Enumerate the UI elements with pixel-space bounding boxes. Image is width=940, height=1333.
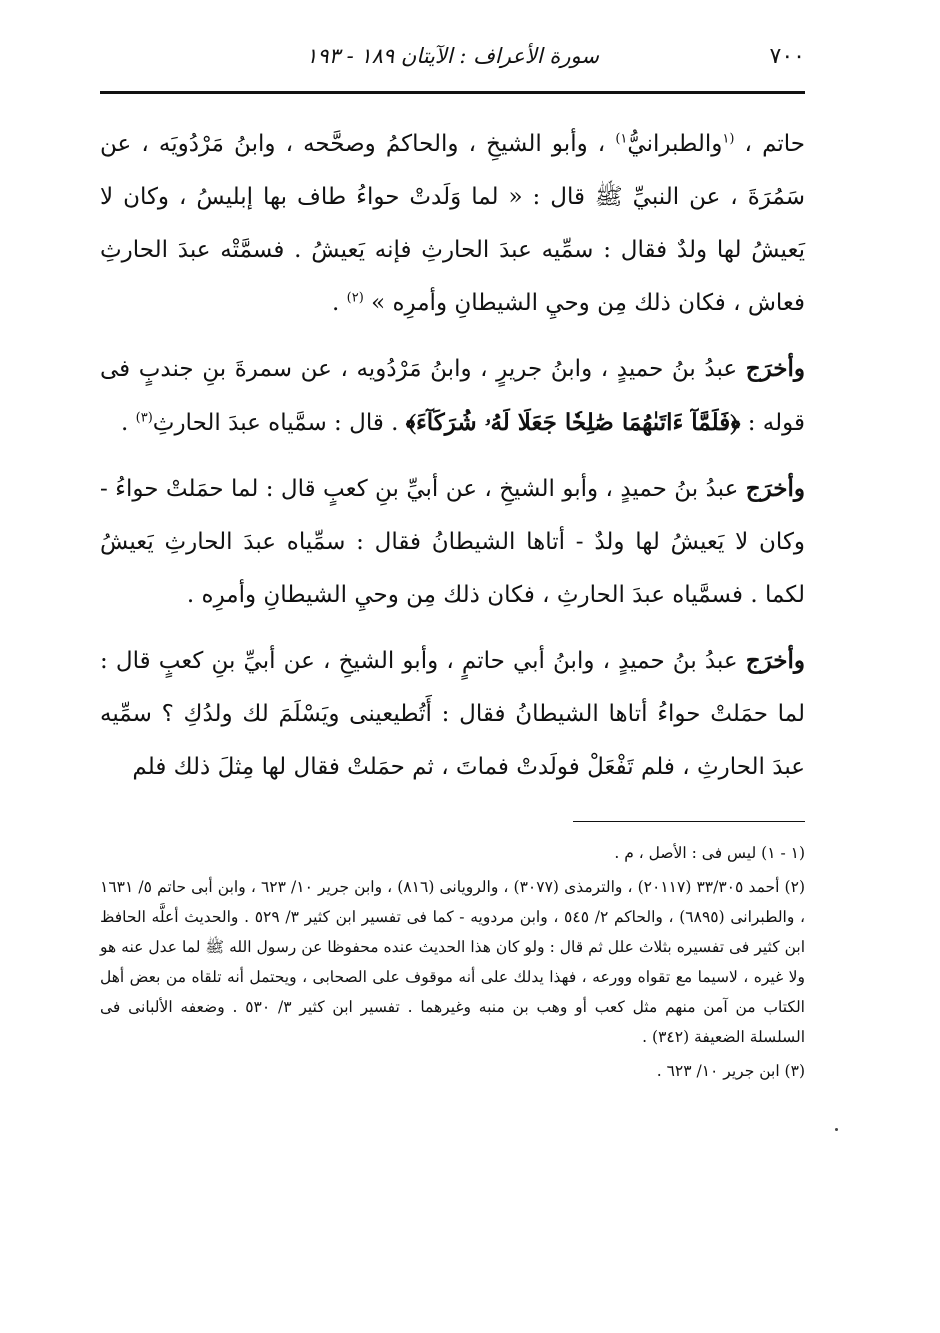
footnote-1: (١ - ١) ليس فى : الأصل ، م . [614, 844, 805, 862]
paragraph-3 [100, 462, 805, 622]
print-speck [835, 1128, 838, 1131]
lead-word: وأخرَج [745, 647, 805, 674]
footnote-3: (٣) ابن جرير ١٠/ ٦٢٣ . [656, 1062, 805, 1080]
lead-word: وأخرَج [745, 355, 805, 382]
text-span: والطبرانيُّ [627, 131, 723, 157]
text-span: . قال : سمَّياه عبدَ الحارثِ [152, 410, 406, 436]
header-rule [100, 91, 805, 94]
footnote-ref: (٢) [346, 290, 364, 306]
footnote-rule [573, 821, 805, 822]
text-span: . [121, 410, 136, 436]
quran-verse: ﴿فَلَمَّآ ءَاتَىٰهُمَا صَٰلِحٗا جَعَلَا لَهُۥ شُرَكَآءَ﴾ [405, 409, 741, 436]
footnote-ref: (١ [722, 131, 735, 147]
text-span: عبدُ بنُ حميدٍ ، وأبو الشيخِ ، عن أبيِّ بنِ كعبٍ قال : لما حمَلتْ حواءُ - وكان لا يَعيشُ لها ولدٌ - أتاها الشيطانُ فقال : سمِّياه عبدَ الحارثِ يَعيشُ لكما . فسمَّياه عبدَ الحارثِ ، فكان ذلك مِن وحيِ الشيطانِ وأمرِه . [100, 476, 805, 608]
text-span: . [332, 290, 347, 316]
lead-word: وأخرَج [745, 475, 805, 502]
paragraph-1 [100, 118, 805, 330]
text-span: عبدُ بنُ حميدٍ ، وابنُ أبي حاتمٍ ، وأبو الشيخِ ، عن أبيِّ بنِ كعبٍ قال : لما حمَلتْ حواءُ أتاها الشيطانُ فقال : أَتُطيعينى ويَسْلَمَ لك ولدُكِ ؟ سمِّيه عبدَ الحارثِ ، فلم تَفْعَلْ فولَدتْ فماتَ ، ثم حمَلتْ فقال لها مِثلَ ذلك فلم [100, 648, 805, 780]
text-span: عبدُ بنُ حميدٍ ، وابنُ جريرٍ ، وابنُ مَرْدُويه ، عن سمرةَ بنِ جندبٍ فى قوله : [100, 356, 805, 436]
footnotes [100, 838, 805, 1090]
footnote-2: (٢) أحمد ٣٣/٣٠٥ (٢٠١١٧) ، والترمذى (٣٠٧٧) ، والرويانى (٨١٦) ، وابن جرير ١٠/ ٦٢٣ ، وابن أبى حاتم ٥/ ١٦٣١ ، والطبرانى (٦٨٩٥) ، والحاكم ٢/ ٥٤٥ ، وابن مردويه - كما فى تفسير ابن كثير ٣/ ٥٢٩ . والحديث أعلَّه الحافظ ابن كثير فى تفسيره بثلاث علل ثم قال : ولو كان هذا الحديث عنده محفوظا عن رسول الله ﷺ لما عدل عنه هو ولا غيره ، لاسيما مع تقواه وورعه ، فهذا يدلك على أنه موقوف على الصحابى ، ويحتمل أنه تلقاه من بعض أهل الكتاب من آمن منهم مثل كعب أو وهب بن منبه وغيرهما . تفسير ابن كثير ٣/ ٥٣٠ . وضعفه الألبانى فى السلسلة الضعيفة (٣٤٢) . [100, 878, 806, 1046]
text-span: حاتم ، [734, 131, 806, 157]
paragraph-2 [100, 342, 805, 450]
running-title: سورة الأعراف : الآيتان ١٨٩ - ١٩٣ [306, 44, 599, 68]
paragraph-4 [100, 634, 805, 794]
page-number: ٧٠٠ [769, 44, 805, 69]
page-header [100, 38, 805, 82]
footnote-ref: (٣) [135, 410, 153, 426]
main-text [100, 118, 805, 806]
footnote-ref: ١) [615, 131, 628, 147]
text-span: ، وأبو الشيخِ ، والحاكمُ وصحَّحه ، وابنُ مَرْدُويَه ، عن سَمُرَةَ ، عن النبيِّ ﷺ قال : « لما وَلَدتْ حواءُ طاف بها إبليسُ ، وكان لا يَعيشُ لها ولدٌ فقال : سمِّيه عبدَ الحارثِ فإنه يَعيشُ . فسمَّتْه عبدَ الحارثِ فعاش ، فكان ذلك مِن وحيِ الشيطانِ وأمرِه » [100, 131, 805, 316]
